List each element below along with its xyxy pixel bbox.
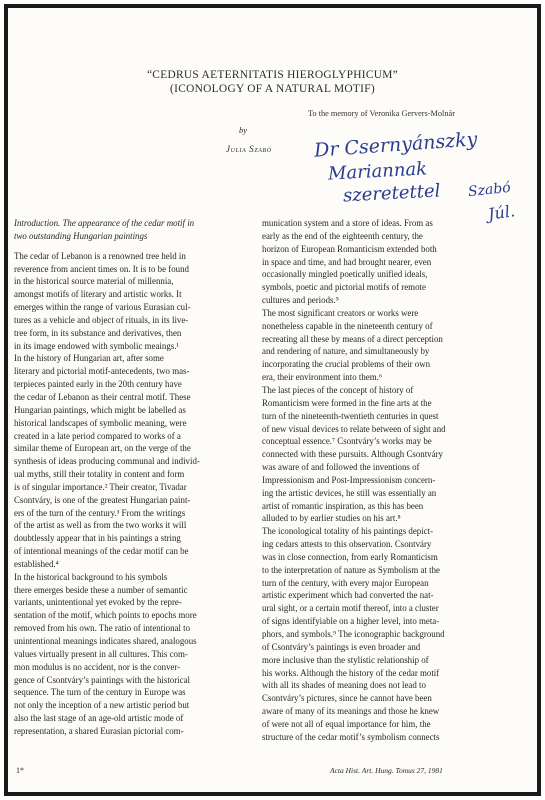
text-line: of intentional meanings of the cedar motif can be (14, 546, 189, 557)
handwritten-inscription-line3: szeretettel (342, 180, 441, 207)
author-name: Julia Szabó (226, 144, 272, 154)
left-text-column (14, 217, 256, 738)
handwritten-inscription-line1: Dr Csernyánszky (313, 128, 479, 162)
text-line: connected with these pursuits. Although Csontváry (262, 449, 443, 460)
text-line: sentation of the motif, which points to epochs more (14, 610, 197, 621)
article-title-line1: “CEDRUS AETERNITATIS HIEROGLYPHICUM” (146, 69, 399, 81)
right-text-column (262, 217, 504, 744)
text-line: of signs identifyiable on a higher level, into meta- (262, 616, 440, 627)
text-line: Hungarian paintings, which might be labelled as (14, 404, 186, 415)
text-line: ing the artistic devices, he still was essentially an (262, 487, 437, 498)
text-line: Romanticism were formed in the fine arts at the (262, 397, 432, 408)
text-line: his works. Although the history of the cedar motif (262, 667, 440, 678)
text-line: Csontváry’s pictures, since he cannot have been (262, 693, 432, 704)
text-line: there emerges beside these a number of semantic (14, 584, 188, 595)
text-line: historical landscapes of symbolic meaning, were (14, 417, 187, 428)
text-line: in its image endowed with symbolic meaings.¹ (14, 340, 180, 351)
handwritten-signature-line1: Szabó (467, 179, 512, 201)
text-line: munication system and a store of ideas. From as (262, 218, 433, 228)
text-line: to the interpretation of nature as Symbolism at the (262, 564, 440, 575)
dedication: To the memory of Veronika Gervers-Molnár (308, 109, 455, 118)
text-line: of Csontváry’s paintings is even broader and (262, 641, 421, 652)
text-line: literary and pictorial motif-antecedents, two mas- (14, 366, 190, 377)
text-line: sequence. The turn of the century in Europe was (14, 687, 186, 698)
text-line: in space and time, and had brought nearer, even (262, 256, 432, 267)
text-line: conceptual essence.⁷ Csontváry’s works may be (262, 436, 432, 447)
text-line: not only the inception of a new artistic period but (14, 700, 190, 711)
text-line (14, 243, 256, 250)
text-line: was aware of and followed the inventions of (262, 462, 420, 473)
text-line: ers of the turn of the century.³ From the writings (14, 507, 186, 518)
text-line: The last pieces of the concept of history of (262, 384, 414, 395)
text-line: ing cedars attests to this observation. Csontváry (262, 539, 432, 550)
byline-by: by (239, 125, 248, 135)
journal-citation: Acta Hist. Art. Hung. Tomus 27, 1981 (330, 766, 443, 775)
text-line: representation, a shared Eurasian pictorial com- (14, 725, 184, 736)
text-line: cultures and periods.⁵ (262, 295, 339, 306)
text-line: horizon of European Romanticism extended both (262, 243, 437, 254)
text-line: the cedar of Lebanon as their central motif. These (14, 391, 191, 402)
text-line: established.⁴ (14, 558, 59, 569)
text-line: occasionally mingled poetically unified ideals, (262, 269, 428, 280)
text-line: turn of the nineteenth-twentieth centuries in quest (262, 410, 439, 421)
text-line: phors, and symbols.⁹ The iconographic background (262, 629, 445, 639)
text-line: reverence from ancient times on. It is to be found (14, 263, 189, 274)
text-line: in the historical source material of millennia, (14, 276, 174, 287)
text-line: artist of romantic inspiration, as this has been (262, 500, 424, 511)
text-line: amongst motifs of literary and artistic works. It (14, 289, 182, 300)
text-line: removed from his own. The ratio of intentional to (14, 623, 191, 634)
handwritten-inscription-line2: Mariannak (327, 158, 428, 185)
text-line: The most significant creators or works were (262, 307, 419, 318)
text-line: turn of the century, with every major European (262, 577, 429, 588)
text-line: era, their environment into them.⁶ (262, 372, 382, 383)
text-line: terpieces painted early in the 20th century have (14, 379, 182, 390)
text-line: artistic experiment which had converted the nat- (262, 590, 434, 601)
text-line: recreating all these by means of a direct perception (262, 333, 443, 344)
text-line: of new visual devices to relate between of sight and (262, 423, 446, 434)
text-line: In the history of Hungarian art, after some (14, 353, 164, 364)
text-line: gence of Csontváry’s paintings with the historical (14, 674, 190, 685)
text-line: tree form, in its substance and derivatives, then (14, 327, 182, 338)
text-line: aware of many of its meanings and those he knew (262, 706, 440, 717)
text-line: of were not all of equal importance for him, the (262, 718, 431, 729)
text-line: variants, unintentional yet evoked by the repre- (14, 597, 182, 608)
text-line: Csontváry, is one of the greatest Hungarian paint- (14, 494, 191, 505)
text-line: Introduction. The appearance of the cedar motif in (14, 218, 195, 228)
text-line: emerges within the range of various Eurasian cul- (14, 302, 191, 313)
text-line: structure of the cedar motif’s symbolism connects (262, 731, 440, 742)
text-line: In the historical background to his symbols (14, 571, 168, 582)
text-line: more inclusive than the stylistic relationship of (262, 654, 429, 665)
text-line: doubtlessly appear that in his paintings a string (14, 533, 181, 544)
text-line: early as the end of the eighteenth century, the (262, 230, 423, 241)
text-line: ural sight, or a certain motif thereof, into a cluster (262, 603, 439, 614)
text-line: of the artist as well as from the two works it will (14, 520, 187, 531)
page-signature-mark: 1* (16, 766, 24, 775)
text-line: symbols, poetic and pictorial motifs of remote (262, 282, 426, 293)
text-line: created in a late period compared to works of a (14, 430, 181, 441)
text-line: The cedar of Lebanon is a renowned tree held in (14, 250, 186, 261)
text-line: alluded to by earlier studies on his art.⁸ (262, 513, 401, 524)
text-line: was in close connection, from early Romanticism (262, 551, 438, 562)
text-line: incorporating the crucial problems of their own (262, 359, 431, 370)
text-line: two outstanding Hungarian paintings (14, 230, 148, 241)
article-title-line2: (ICONOLOGY OF A NATURAL MOTIF) (170, 83, 375, 95)
text-line: tures as a vehicle and object of rituals, in its live- (14, 314, 189, 325)
text-line: synthesis of ideas producing communal and individ- (14, 456, 200, 467)
text-line: and rendering of nature, and simultaneously by (262, 346, 430, 357)
text-line: with all its shades of meaning does not lead to (262, 680, 426, 691)
text-line: The iconological totality of his paintings depict- (262, 526, 434, 537)
text-line: nonetheless capable in the nineteenth century of (262, 320, 433, 331)
text-line: also the last stage of an age-old artistic mode of (14, 713, 184, 724)
text-line: values virtually present in all cultures. This com- (14, 648, 188, 659)
text-line: ual myths, still their totality in content and form (14, 469, 185, 480)
text-line: is of singular importance.² Their creator, Tivadar (14, 481, 187, 492)
text-line: Impressionism and Post-Impressionism concern- (262, 474, 436, 485)
text-line: mon modulus is no accident, nor is the conver- (14, 661, 181, 672)
handwritten-signature-line2: Júl. (486, 201, 517, 224)
text-line: unintentional meanings indicates shared, analogous (14, 636, 197, 646)
text-line: similar theme of European art, on the verge of the (14, 443, 191, 454)
